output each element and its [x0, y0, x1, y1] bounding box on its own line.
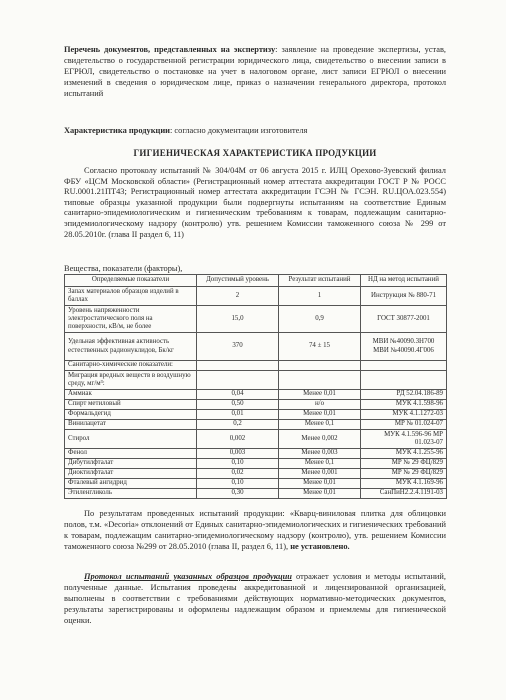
- result-cell: [279, 371, 361, 390]
- table-caption: Вещества, показатели (факторы),: [64, 264, 183, 273]
- table-row: [65, 361, 447, 371]
- product-characteristic: [64, 126, 446, 135]
- result-cell: 1: [279, 287, 361, 306]
- limit-cell: 0,04: [197, 390, 279, 400]
- limit-cell: 0,01: [197, 410, 279, 420]
- indicator-cell: Диоктилфталат: [65, 469, 197, 479]
- documents-list-text: : заявление на проведение экспертизы, устав, свидетельство о государственной регистрации юридического лица, свидетельство о внесении записи в ЕГРЮЛ, свидетельство о постановке на учет в налоговом органе, лист записи ЕГРЮЛ о внесении изменений в сведения о юридическом лице, приказ о назначении генерального директора, протокол испытаний: [64, 45, 447, 98]
- result-cell: Менее 0,01: [279, 410, 361, 420]
- method-cell: ГОСТ 30877-2001: [361, 306, 447, 333]
- table-row: [65, 449, 447, 459]
- result-cell: Менее 0,002: [279, 430, 361, 449]
- documents-list-paragraph: [64, 44, 446, 99]
- indicator-cell: Фенол: [65, 449, 197, 459]
- table-row: [65, 400, 447, 410]
- documents-list-label: Перечень документов, представленных на экспертизу: [64, 45, 276, 54]
- indicator-cell: Фталевый ангидрид: [65, 479, 197, 489]
- table-row: [65, 479, 447, 489]
- indicator-cell: Винилацетат: [65, 420, 197, 430]
- indicator-cell: Формальдегид: [65, 410, 197, 420]
- limit-cell: 0,50: [197, 400, 279, 410]
- limit-cell: 0,003: [197, 449, 279, 459]
- table-row: [65, 371, 447, 390]
- section-title: ГИГИЕНИЧЕСКАЯ ХАРАКТЕРИСТИКА ПРОДУКЦИИ: [133, 148, 377, 158]
- limit-cell: [197, 361, 279, 371]
- indicator-cell: Спирт метиловый: [65, 400, 197, 410]
- table-row: [65, 306, 447, 333]
- table-row: [65, 459, 447, 469]
- limit-cell: 2: [197, 287, 279, 306]
- result-cell: 0,9: [279, 306, 361, 333]
- limit-cell: 0,10: [197, 479, 279, 489]
- method-cell: [361, 371, 447, 390]
- limit-cell: 0,10: [197, 459, 279, 469]
- limit-cell: 15,0: [197, 306, 279, 333]
- table-row: [65, 430, 447, 449]
- product-characteristic-text: : согласно документации изготовителя: [170, 126, 308, 135]
- indicator-cell: Стирол: [65, 430, 197, 449]
- header-indicator: Определяемые показатели: [65, 275, 197, 287]
- method-cell: МР № 29 ФЦ/829: [361, 459, 447, 469]
- header-result: Результат испытаний: [279, 275, 361, 287]
- method-cell: МУК 4.1.1272-03: [361, 410, 447, 420]
- result-cell: Менее 0,1: [279, 459, 361, 469]
- protocol-paragraph: Согласно протоколу испытаний № 304/04М от 06 августа 2015 г. ИЛЦ Орехово-Зуевский филиал ФБУ «ЦСМ Московской области» (Регистрационный номер аттестата аккредитации ГОСТ Р № РОСС RU.0001.21ПТ43; Регистрационный номер аттестата аккредитации ГСЭН № ГСЭН. RU.ЦОА.023.554) типовые образцы указанной продукции были подвергнуты испытаниям на соответствие Единым санитарно-эпидемиологическим и гигиеническим требованиям к товарам, подлежащим санитарно-эпидемиологическому надзору (контролю) утв. решением Комиссии таможенного союза № 299 от 28.05.2010г. (глава II раздел 6, 11): [64, 166, 446, 239]
- limit-cell: 0,30: [197, 489, 279, 499]
- indicator-cell: Аммиак: [65, 390, 197, 400]
- method-cell: МУК 4.1.598-96: [361, 400, 447, 410]
- table-row: [65, 410, 447, 420]
- method-cell: РД 52.04.186-89: [361, 390, 447, 400]
- method-cell: МУК 4.1.596-96 МР 01.023-07: [361, 430, 447, 449]
- limit-cell: 0,02: [197, 469, 279, 479]
- table-row: [65, 390, 447, 400]
- table-row: [65, 287, 447, 306]
- method-cell: МР № 29 ФЦ/829: [361, 469, 447, 479]
- limit-cell: 0,2: [197, 420, 279, 430]
- result-cell: [279, 361, 361, 371]
- header-method: НД на метод испытаний: [361, 275, 447, 287]
- indicator-cell: Уровень напряженности электростатического поля на поверхности, кВ/м, не более: [65, 306, 197, 333]
- result-cell: н/о: [279, 400, 361, 410]
- method-cell: Инструкция № 880-71: [361, 287, 447, 306]
- method-cell: СанПиН2.2.4.1191-03: [361, 489, 447, 499]
- result-cell: Менее 0,01: [279, 479, 361, 489]
- result-cell: Менее 0,01: [279, 390, 361, 400]
- conclusion-text: По результатам проведенных испытаний продукции: «Кварц-виниловая плитка для облицовки полов, т.м. «Decoria» отклонений от Единых санитарно-эпидемиологических и гигиенических требований к товарам, подлежащим санитарно-эпидемиологическому надзору (контролю), утв. решением Комиссии таможенного союза №299 от 28.05.2010 (глава II, раздел 6, 11),: [64, 509, 446, 551]
- method-cell: [361, 361, 447, 371]
- result-cell: Менее 0,001: [279, 469, 361, 479]
- final-lead: Протокол испытаний указанных образцов продукции: [84, 572, 292, 581]
- test-results-table: [64, 274, 447, 499]
- indicator-cell: Запах материалов образцов изделий в баллах: [65, 287, 197, 306]
- result-cell: Менее 0,1: [279, 420, 361, 430]
- indicator-cell: Санитарно-химические показатели:: [65, 361, 197, 371]
- table-row: [65, 489, 447, 499]
- method-cell: МУК 4.1.169-96: [361, 479, 447, 489]
- method-cell: МУК 4.1.255-96: [361, 449, 447, 459]
- indicator-cell: Миграция вредных веществ в воздушную среду, мг/м³:: [65, 371, 197, 390]
- table-header-row: [65, 275, 447, 287]
- limit-cell: [197, 371, 279, 390]
- result-cell: Менее 0,003: [279, 449, 361, 459]
- final-text: отражает условия и методы испытаний, полученные данные. Испытания проведены аккредитованной и лицензированной организацией, выполнены в соответствии с требованиями действующих нормативно-методических документов, результаты зарегистрированы и оформлены надлежащим образом и приемлемы для гигиенической оценки.: [64, 572, 446, 625]
- method-cell: МР № 01.024-07: [361, 420, 447, 430]
- conclusion-emphasis: не установлено.: [290, 542, 350, 551]
- conclusion-paragraph: [64, 508, 446, 552]
- table-row: [65, 420, 447, 430]
- indicator-cell: Удельная эффективная активность естественных радионуклидов, Бк/кг: [65, 333, 197, 361]
- table-row: [65, 333, 447, 361]
- method-cell: МВИ №40090.3Н700 МВИ №40090.4Г006: [361, 333, 447, 361]
- table-row: [65, 469, 447, 479]
- final-paragraph: [64, 571, 446, 626]
- result-cell: Менее 0,01: [279, 489, 361, 499]
- indicator-cell: Этиленгликоль: [65, 489, 197, 499]
- product-characteristic-label: Характеристика продукции: [64, 126, 171, 135]
- header-limit: Допустимый уровень: [197, 275, 279, 287]
- result-cell: 74 ± 15: [279, 333, 361, 361]
- limit-cell: 0,002: [197, 430, 279, 449]
- limit-cell: 370: [197, 333, 279, 361]
- indicator-cell: Дибутилфталат: [65, 459, 197, 469]
